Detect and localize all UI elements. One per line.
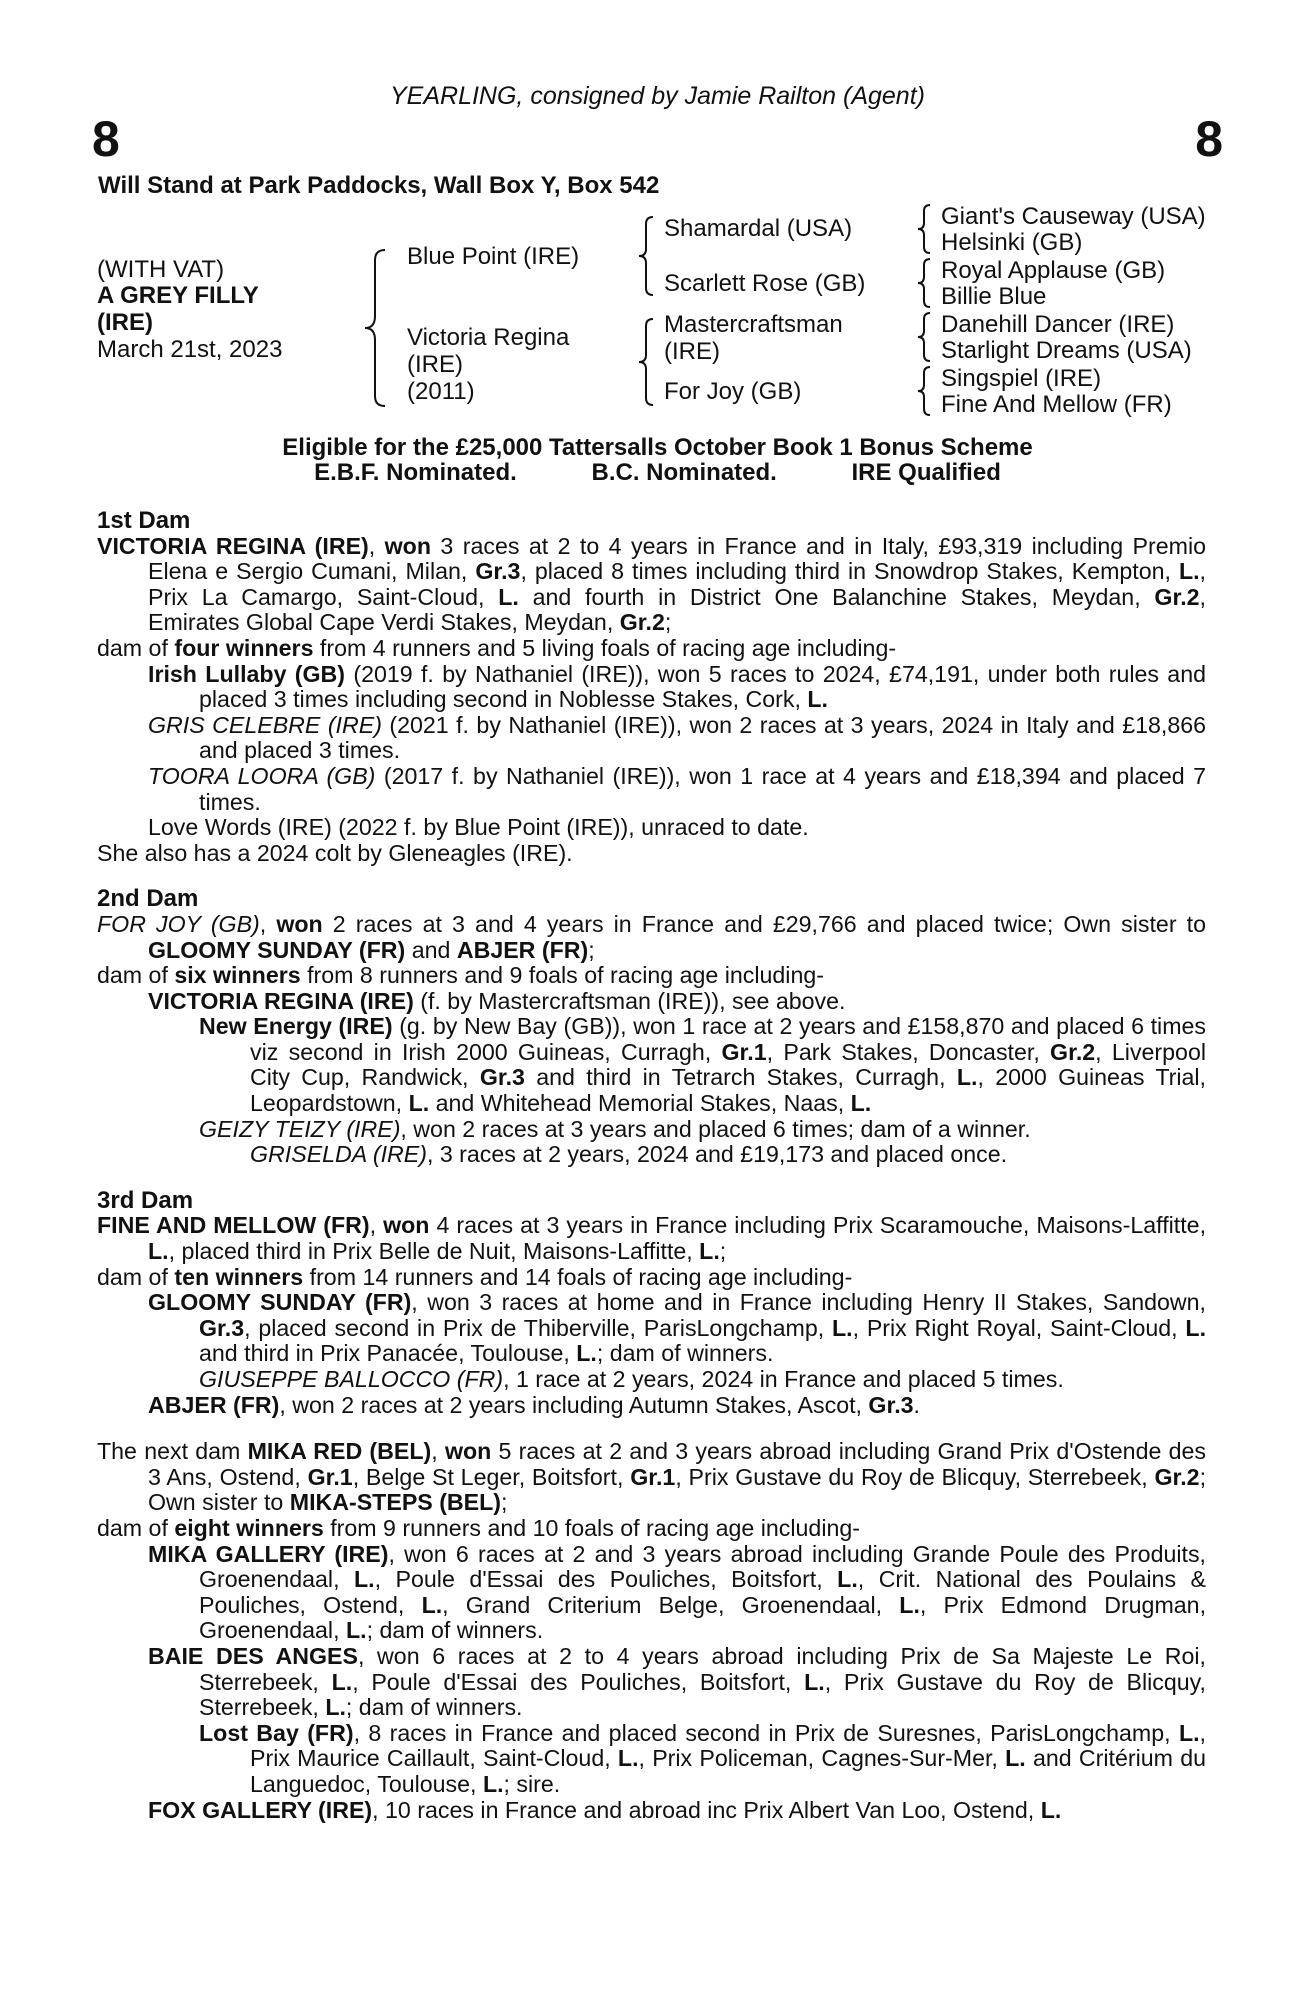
produce-text: , Liverpool City Cup, Randwick, [250, 1038, 1206, 1091]
record-text: , Prix Gustave du Roy de Blicquy, Sterrebeek, [675, 1463, 1155, 1490]
produce-entry [97, 1142, 1206, 1168]
summary-text: from 4 runners and 5 living foals of racing age including- [313, 634, 897, 661]
produce-name: GIUSEPPE BALLOCCO (FR) [199, 1366, 504, 1392]
listed-label: L. [148, 1238, 169, 1265]
sire-sire: Shamardal (USA) [664, 215, 853, 242]
listed-label: L. [831, 1314, 853, 1341]
nominations [0, 459, 1315, 487]
next-dam-record: The next dam MIKA RED (BEL), won 5 races at 2 and 3 years abroad including Grand Prix d'Ostende des 3 Ans, Ostend, Gr.1, Belge St Leger, Boitsfort, Gr.1, Prix Gustave du Roy de Blicquy, Sterrebeek, Gr.2; Own sister to MIKA-STEPS (BEL); [97, 1438, 1207, 1516]
dam-dam: For Joy (GB) [664, 378, 802, 405]
grade-label: Gr.3 [199, 1314, 245, 1341]
listed-label: L. [498, 583, 519, 610]
produce-name: TOORA LOORA (GB) [148, 762, 376, 789]
produce-name: GLOOMY SUNDAY (FR) [148, 1289, 412, 1316]
produce-entry [97, 989, 1206, 1015]
record-text: ; [664, 609, 672, 636]
listed-label: L. [325, 1694, 346, 1721]
listed-label: L. [804, 1668, 825, 1695]
produce-text: , placed second in Prix de Thiberville, ParisLongchamp, [244, 1314, 832, 1341]
produce-text: and third in Prix Panacée, Toulouse, [199, 1340, 577, 1367]
winners-count: six winners [174, 962, 301, 989]
pedigree-table [0, 0, 1315, 430]
produce-name: MIKA GALLERY (IRE) [148, 1540, 389, 1567]
won-label: won [276, 910, 323, 937]
second-dam-name: FOR JOY (GB) [97, 910, 260, 937]
produce-name: GEIZY TEIZY (IRE) [199, 1115, 401, 1142]
listed-label: L. [421, 1591, 443, 1618]
produce-text: and Critérium du Languedoc, Toulouse, [250, 1745, 1206, 1797]
record-text: ; Own sister to [148, 1463, 1207, 1516]
produce-entry [97, 1542, 1206, 1644]
pedigree-brace-2 [636, 215, 656, 297]
produce-name: New Energy (IRE) [199, 1013, 393, 1040]
produce-text: , won 2 races at 2 years including Autumn Stakes, Ascot, [279, 1391, 869, 1418]
third-dam-record: FINE AND MELLOW (FR), won 4 races at 3 years in France including Prix Scaramouche, Maisons-Laffitte, L., placed third in Prix Belle de Nuit, Maisons-Laffitte, L.; [97, 1212, 1207, 1265]
produce-name: Irish Lullaby (GB) [148, 660, 346, 687]
produce-entry [97, 713, 1206, 764]
ancestor-5: Danehill Dancer (IRE) [941, 311, 1175, 338]
produce-name: ABJER (FR) [148, 1391, 280, 1418]
produce-entry [97, 1290, 1206, 1367]
produce-text: , 10 races in France and abroad inc Prix Albert Van Loo, Ostend, [372, 1796, 1041, 1823]
produce-text: , won 3 races at home and in France including Henry II Stakes, Sandown, [411, 1289, 1206, 1316]
third-dam-heading: 3rd Dam [97, 1186, 194, 1214]
record-text: and fourth in District One Balanchine Stakes, Meydan, [518, 583, 1155, 610]
produce-entry [97, 1644, 1206, 1721]
produce-name: BAIE DES ANGES [148, 1642, 358, 1669]
lot-number-left: 8 [92, 111, 120, 167]
sibling-name: GLOOMY SUNDAY (FR) [148, 936, 406, 963]
next-dam-produce-summary [97, 1516, 1206, 1542]
sibling-name: MIKA-STEPS (BEL) [289, 1489, 502, 1516]
listed-label: L. [699, 1238, 720, 1265]
produce-text: Love Words (IRE) (2022 f. by Blue Point (IRE)), unraced to date. [148, 814, 809, 841]
record-text: , placed 8 times including third in Snowdrop Stakes, Kempton, [520, 558, 1179, 585]
grade-label: Gr.2 [1050, 1038, 1096, 1065]
listed-label: L. [1178, 558, 1200, 585]
produce-name: FOX GALLERY (IRE) [148, 1796, 373, 1823]
listed-label: L. [576, 1340, 597, 1367]
first-dam-name: VICTORIA REGINA (IRE) [97, 532, 369, 559]
pedigree-brace-3 [636, 317, 656, 407]
lot-description: A GREY FILLY [97, 282, 259, 309]
listed-label: L. [1005, 1745, 1026, 1772]
next-dam-name: MIKA RED (BEL) [247, 1438, 432, 1465]
grade-label: Gr.2 [1154, 583, 1200, 610]
ancestor-2: Helsinki (GB) [941, 229, 1083, 256]
listed-label: L. [1185, 1314, 1207, 1341]
stabling-location: Will Stand at Park Paddocks, Wall Box Y, Box 542 [98, 172, 660, 199]
pedigree-brace-4 [914, 203, 934, 255]
grade-label: Gr.3 [475, 558, 521, 585]
produce-name: GRISELDA (IRE) [250, 1141, 427, 1168]
produce-text: , Poule d'Essai des Pouliches, Boitsfort, [374, 1566, 838, 1593]
produce-name: Lost Bay (FR) [199, 1719, 354, 1746]
listed-label: L. [837, 1566, 858, 1593]
summary-text: from 9 runners and 10 foals of racing age including- [323, 1514, 860, 1541]
produce-text: , Prix Right Royal, Saint-Cloud, [852, 1314, 1186, 1341]
produce-text: and third in Tetrarch Stakes, Curragh, [524, 1064, 957, 1091]
dam-sire: Mastercraftsman [664, 311, 843, 338]
record-text: and [405, 936, 457, 963]
listed-label: L. [482, 1770, 504, 1797]
won-label: won [444, 1438, 492, 1465]
lot-number-right: 8 [1195, 111, 1223, 167]
produce-text: (f. by Mastercraftsman (IRE)), see above. [413, 987, 846, 1014]
summary-text: from 8 runners and 9 foals of racing age including- [300, 962, 824, 989]
listed-label: L. [899, 1591, 920, 1618]
produce-text: . [913, 1391, 920, 1418]
grade-label: Gr.2 [1154, 1463, 1200, 1490]
produce-text: , 2000 Guineas Trial, Leopardstown, [250, 1064, 1207, 1117]
pedigree-brace-5 [914, 257, 934, 309]
produce-text: , Poule d'Essai des Pouliches, Boitsfort, [352, 1668, 805, 1695]
grade-label: Gr.3 [479, 1064, 525, 1091]
sibling-name: ABJER (FR) [456, 936, 589, 963]
produce-text: , 8 races in France and placed second in Prix de Suresnes, ParisLongchamp, [353, 1719, 1179, 1746]
produce-text: , won 6 races at 2 to 4 years abroad including Prix de Sa Majeste Le Roi, Sterrebeek, [199, 1642, 1206, 1695]
produce-entry [97, 764, 1206, 815]
summary-text: dam of [97, 1514, 175, 1541]
record-text: The next dam [97, 1438, 248, 1465]
ancestor-1: Giant's Causeway (USA) [941, 203, 1206, 230]
produce-text: ; dam of winners. [366, 1617, 544, 1644]
bonus-scheme: Eligible for the £25,000 Tattersalls October Book 1 Bonus Scheme [282, 434, 1033, 461]
won-label: won [384, 532, 431, 559]
dam: Victoria Regina [407, 324, 570, 351]
consignment-line: YEARLING, consigned by Jamie Railton (Agent) [390, 82, 925, 110]
grade-label: Gr.1 [630, 1463, 676, 1490]
second-dam-record: FOR JOY (GB), won 2 races at 3 and 4 years in France and £29,766 and placed twice; Own sister to GLOOMY SUNDAY (FR) and ABJER (FR); [97, 910, 1206, 963]
third-dam-name: FINE AND MELLOW (FR) [97, 1212, 370, 1239]
produce-text: ; sire. [503, 1770, 561, 1797]
produce-text: ; dam of winners. [345, 1694, 523, 1721]
produce-name: GRIS CELEBRE (IRE) [148, 711, 382, 738]
won-label: won [383, 1212, 430, 1239]
pedigree-notes [97, 508, 1206, 1823]
produce-entry [97, 815, 1206, 841]
produce-text: ; dam of winners. [596, 1340, 774, 1367]
produce-text: , 3 races at 2 years, 2024 and £19,173 and placed once. [426, 1141, 1008, 1168]
second-dam-heading: 2nd Dam [97, 885, 199, 913]
produce-text: (2019 f. by Nathaniel (IRE)), won 5 races to 2024, £74,191, under both rules and placed 3 times including second in Noblesse Stakes, Cork, [199, 660, 1206, 713]
produce-text: , Prix Gustave du Roy de Blicquy, Sterrebeek, [199, 1668, 1206, 1721]
produce-text: (g. by New Bay (GB)), won 1 race at 2 years and £158,870 and placed 6 times viz second in Irish 2000 Guineas, Curragh, [250, 1013, 1206, 1065]
listed-label: L. [850, 1090, 872, 1117]
listed-label: L. [354, 1566, 375, 1593]
record-text: ; [719, 1238, 727, 1265]
produce-text: , Prix Policeman, Cagnes-Sur-Mer, [638, 1745, 1006, 1772]
produce-name: VICTORIA REGINA (IRE) [148, 987, 414, 1014]
grade-label: Gr.3 [868, 1391, 914, 1418]
produce-entry [97, 1393, 1206, 1419]
produce-entry [97, 1117, 1206, 1143]
vat-note: (WITH VAT) [97, 256, 225, 283]
produce-text: , Prix Edmond Drugman, Groenendaal, [199, 1591, 1207, 1644]
first-dam-note: She also has a 2024 colt by Gleneagles (IRE). [97, 839, 573, 866]
listed-label: L. [345, 1617, 367, 1644]
listed-label: L. [617, 1745, 639, 1772]
produce-text: (2017 f. by Nathaniel (IRE)), won 1 race at 4 years and £18,394 and placed 7 times. [199, 762, 1206, 815]
produce-entry [97, 662, 1206, 713]
sire-dam: Scarlett Rose (GB) [664, 270, 866, 297]
listed-label: L. [956, 1064, 978, 1091]
ancestor-3: Royal Applause (GB) [941, 257, 1166, 284]
record-text: 3 races at 2 to 4 years in France and in Italy, £93,319 including Premio Elena e Sergio Cumani, Milan, [148, 532, 1206, 585]
record-text: 5 races at 2 and 3 years abroad including Grand Prix d'Ostende des 3 Ans, Ostend, [148, 1438, 1206, 1490]
listed-label: L. [408, 1090, 430, 1117]
listed-label: L. [807, 686, 828, 713]
summary-text: dam of [97, 634, 175, 661]
produce-text: , Crit. National des Poulains & Pouliches, Ostend, [199, 1566, 1206, 1618]
second-dam-produce-summary [97, 963, 1206, 989]
summary-text: dam of [97, 962, 175, 989]
produce-text: , Prix Maurice Caillault, Saint-Cloud, [250, 1719, 1206, 1772]
foaling-date: March 21st, 2023 [97, 336, 283, 363]
grade-label: Gr.2 [619, 609, 665, 636]
ebf-nominated: E.B.F. Nominated. [314, 459, 517, 486]
third-dam-produce-summary [97, 1265, 1206, 1291]
pedigree-brace-6 [914, 311, 934, 363]
produce-text: (2021 f. by Nathaniel (IRE)), won 2 races at 3 years, 2024 in Italy and £18,866 and placed 3 times. [199, 711, 1207, 764]
listed-label: L. [1040, 1796, 1062, 1823]
ancestor-6: Starlight Dreams (USA) [941, 337, 1192, 364]
listed-label: L. [1178, 1719, 1200, 1746]
record-text: ; [501, 1489, 508, 1516]
record-text: , Prix La Camargo, Saint-Cloud, [148, 558, 1206, 610]
record-text: , Emirates Global Cape Verdi Stakes, Meydan, [148, 583, 1206, 636]
grade-label: Gr.1 [721, 1038, 767, 1065]
dam-year: (2011) [407, 378, 475, 405]
section-spacer [97, 1418, 1206, 1439]
sire: Blue Point (IRE) [407, 243, 580, 270]
summary-text: from 14 runners and 14 foals of racing age including- [303, 1263, 853, 1290]
ancestor-8: Fine And Mellow (FR) [941, 391, 1172, 418]
produce-text: , 1 race at 2 years, 2024 in France and placed 5 times. [503, 1366, 1064, 1392]
produce-entry [97, 1798, 1206, 1824]
record-text: , placed third in Prix Belle de Nuit, Maisons-Laffitte, [168, 1238, 700, 1265]
produce-text: , Park Stakes, Doncaster, [766, 1038, 1051, 1065]
ancestor-4: Billie Blue [941, 283, 1047, 310]
produce-text: , won 2 races at 3 years and placed 6 times; dam of a winner. [400, 1115, 1031, 1142]
produce-entry [97, 1367, 1206, 1393]
bc-nominated: B.C. Nominated. [591, 459, 777, 486]
first-dam-produce-summary [97, 636, 1206, 662]
first-dam-record: VICTORIA REGINA (IRE), won 3 races at 2 to 4 years in France and in Italy, £93,319 including Premio Elena e Sergio Cumani, Milan, Gr.3, placed 8 times including third in Snowdrop Stakes, Kempton, L., Prix La Camargo, Saint-Cloud, L. and fourth in District One Balanchine Stakes, Meydan, Gr.2, Emirates Global Cape Verdi Stakes, Meydan, Gr.2; [97, 532, 1206, 636]
lot-description-country: (IRE) [97, 309, 153, 336]
dam-sire-country: (IRE) [664, 338, 720, 365]
record-text: , Belge St Leger, Boitsfort, [352, 1463, 631, 1490]
pedigree-brace-1 [360, 248, 390, 408]
listed-label: L. [331, 1668, 353, 1695]
pedigree-brace-7 [914, 365, 934, 417]
winners-count: four winners [174, 634, 314, 661]
ire-qualified: IRE Qualified [851, 459, 1001, 486]
record-text: 2 races at 3 and 4 years in France and £29,766 and placed twice; Own sister to [322, 910, 1206, 937]
produce-text: and Whitehead Memorial Stakes, Naas, [429, 1090, 851, 1117]
produce-text: , won 6 races at 2 and 3 years abroad including Grande Poule des Produits, Groenendaal, [199, 1540, 1206, 1593]
produce-entry [97, 1014, 1206, 1116]
winners-count: eight winners [174, 1514, 324, 1541]
produce-text: , Grand Criterium Belge, Groenendaal, [442, 1591, 900, 1618]
record-text: ; [588, 936, 595, 963]
grade-label: Gr.1 [307, 1463, 353, 1490]
ancestor-7: Singspiel (IRE) [941, 365, 1102, 392]
summary-text: dam of [97, 1263, 175, 1290]
record-text: 4 races at 3 years in France including Prix Scaramouche, Maisons-Laffitte, [429, 1212, 1207, 1239]
produce-entry [97, 1721, 1206, 1798]
dam-country: (IRE) [407, 351, 463, 378]
first-dam-heading: 1st Dam [97, 507, 191, 534]
winners-count: ten winners [174, 1263, 304, 1290]
